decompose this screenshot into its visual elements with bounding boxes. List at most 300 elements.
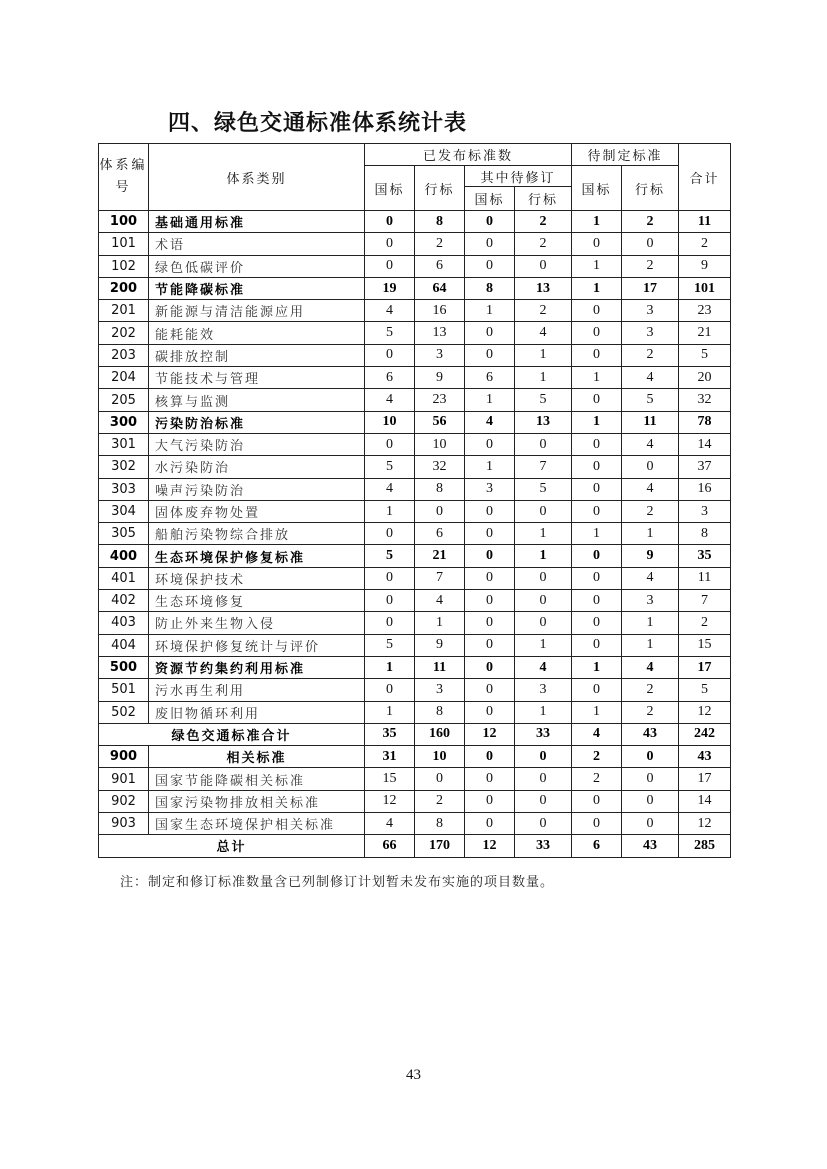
- row-name: 国家污染物排放相关标准: [149, 790, 365, 812]
- row-value: 0: [515, 612, 572, 634]
- row-name: 大气污染防治: [149, 433, 365, 455]
- row-value: 5: [679, 679, 731, 701]
- row-value: 0: [465, 233, 515, 255]
- table-row: [99, 634, 731, 656]
- row-value: 12: [679, 813, 731, 835]
- row-value: 0: [622, 768, 679, 790]
- row-value: 1: [365, 500, 415, 522]
- row-value: 0: [622, 746, 679, 768]
- row-code: 303: [99, 478, 149, 500]
- table-row: [99, 656, 731, 678]
- row-value: 0: [465, 567, 515, 589]
- row-value: 1: [572, 277, 622, 299]
- row-value: 5: [515, 478, 572, 500]
- row-value: 0: [465, 746, 515, 768]
- row-value: 0: [465, 612, 515, 634]
- row-value: 17: [679, 656, 731, 678]
- row-value: 17: [679, 768, 731, 790]
- table-row: [99, 233, 731, 255]
- row-value: 1: [622, 612, 679, 634]
- row-value: 0: [572, 634, 622, 656]
- row-value: 0: [365, 344, 415, 366]
- row-value: 0: [515, 567, 572, 589]
- row-name: 相关标准: [149, 746, 365, 768]
- header-code: 体系编号: [99, 144, 149, 211]
- row-value: 0: [572, 679, 622, 701]
- header-category: 体系类别: [149, 144, 365, 211]
- row-value: 5: [679, 344, 731, 366]
- table-row: [99, 545, 731, 567]
- table-header: [99, 144, 731, 211]
- header-total: 合计: [679, 144, 731, 211]
- row-value: 4: [465, 411, 515, 433]
- table-row: [99, 500, 731, 522]
- row-name: 水污染防治: [149, 456, 365, 478]
- header-published-national: 国标: [365, 166, 415, 211]
- table-row: [99, 746, 731, 768]
- row-value: 16: [679, 478, 731, 500]
- row-value: 6: [365, 367, 415, 389]
- row-code: 402: [99, 590, 149, 612]
- row-name: 绿色交通标准合计: [99, 723, 365, 745]
- row-value: 35: [679, 545, 731, 567]
- row-value: 8: [415, 211, 465, 233]
- row-value: 14: [679, 790, 731, 812]
- row-value: 1: [572, 411, 622, 433]
- row-value: 9: [679, 255, 731, 277]
- row-value: 0: [465, 768, 515, 790]
- row-value: 12: [465, 835, 515, 857]
- row-code: 902: [99, 790, 149, 812]
- row-name: 环境保护技术: [149, 567, 365, 589]
- row-code: 500: [99, 656, 149, 678]
- row-code: 205: [99, 389, 149, 411]
- row-value: 1: [465, 300, 515, 322]
- row-value: 3: [622, 590, 679, 612]
- row-value: 1: [515, 634, 572, 656]
- table-row: [99, 679, 731, 701]
- page-title: 四、绿色交通标准体系统计表: [168, 111, 468, 136]
- row-code: 100: [99, 211, 149, 233]
- row-code: 302: [99, 456, 149, 478]
- row-value: 0: [515, 590, 572, 612]
- row-value: 4: [572, 723, 622, 745]
- row-code: 305: [99, 523, 149, 545]
- row-name: 新能源与清洁能源应用: [149, 300, 365, 322]
- row-value: 0: [465, 500, 515, 522]
- row-value: 0: [465, 701, 515, 723]
- row-value: 5: [365, 545, 415, 567]
- row-value: 1: [365, 656, 415, 678]
- row-value: 35: [365, 723, 415, 745]
- row-name: 船舶污染物综合排放: [149, 523, 365, 545]
- row-value: 0: [515, 255, 572, 277]
- row-code: 400: [99, 545, 149, 567]
- row-value: 1: [572, 656, 622, 678]
- row-value: 37: [679, 456, 731, 478]
- row-value: 1: [465, 389, 515, 411]
- table-row: [99, 523, 731, 545]
- row-value: 0: [465, 790, 515, 812]
- row-value: 0: [365, 567, 415, 589]
- row-value: 1: [572, 701, 622, 723]
- row-value: 0: [572, 567, 622, 589]
- row-value: 2: [622, 344, 679, 366]
- row-value: 3: [622, 322, 679, 344]
- row-value: 13: [415, 322, 465, 344]
- row-value: 2: [622, 255, 679, 277]
- row-name: 噪声污染防治: [149, 478, 365, 500]
- row-code: 101: [99, 233, 149, 255]
- row-value: 4: [515, 322, 572, 344]
- row-value: 5: [365, 322, 415, 344]
- row-value: 11: [679, 211, 731, 233]
- row-name: 绿色低碳评价: [149, 255, 365, 277]
- row-value: 1: [515, 523, 572, 545]
- row-value: 0: [465, 590, 515, 612]
- row-name: 节能技术与管理: [149, 367, 365, 389]
- row-value: 1: [515, 344, 572, 366]
- table-row: [99, 344, 731, 366]
- row-value: 9: [622, 545, 679, 567]
- row-value: 0: [572, 612, 622, 634]
- row-value: 0: [572, 233, 622, 255]
- row-value: 43: [622, 723, 679, 745]
- row-value: 0: [365, 211, 415, 233]
- row-value: 33: [515, 835, 572, 857]
- header-published-industry: 行标: [415, 166, 465, 211]
- row-value: 0: [365, 590, 415, 612]
- row-value: 2: [679, 612, 731, 634]
- row-value: 1: [572, 523, 622, 545]
- row-value: 0: [622, 233, 679, 255]
- row-value: 0: [515, 768, 572, 790]
- row-value: 0: [465, 679, 515, 701]
- row-value: 0: [515, 433, 572, 455]
- row-value: 0: [572, 478, 622, 500]
- header-revision-industry: 行标: [515, 187, 572, 211]
- row-value: 4: [365, 478, 415, 500]
- row-value: 0: [572, 590, 622, 612]
- row-value: 13: [515, 411, 572, 433]
- table-row: [99, 367, 731, 389]
- row-value: 23: [415, 389, 465, 411]
- row-value: 0: [465, 322, 515, 344]
- row-value: 3: [622, 300, 679, 322]
- row-value: 56: [415, 411, 465, 433]
- row-code: 404: [99, 634, 149, 656]
- row-value: 0: [365, 233, 415, 255]
- row-value: 15: [679, 634, 731, 656]
- row-value: 242: [679, 723, 731, 745]
- row-name: 废旧物循环利用: [149, 701, 365, 723]
- table-row: [99, 300, 731, 322]
- row-value: 11: [622, 411, 679, 433]
- row-value: 0: [465, 344, 515, 366]
- row-value: 43: [679, 746, 731, 768]
- row-value: 6: [415, 255, 465, 277]
- row-value: 32: [679, 389, 731, 411]
- row-value: 78: [679, 411, 731, 433]
- header-to-be-made: 待制定标准: [572, 144, 679, 166]
- row-value: 0: [572, 456, 622, 478]
- row-value: 0: [465, 523, 515, 545]
- table-row: [99, 813, 731, 835]
- row-value: 5: [515, 389, 572, 411]
- row-value: 32: [415, 456, 465, 478]
- row-value: 4: [622, 478, 679, 500]
- row-value: 6: [415, 523, 465, 545]
- row-value: 17: [622, 277, 679, 299]
- row-value: 0: [572, 790, 622, 812]
- row-name: 固体废弃物处置: [149, 500, 365, 522]
- row-value: 6: [572, 835, 622, 857]
- footnote: 注：制定和修订标准数量含已列制修订计划暂未发布实施的项目数量。: [120, 875, 555, 890]
- row-value: 1: [622, 634, 679, 656]
- row-value: 2: [515, 300, 572, 322]
- row-value: 4: [365, 389, 415, 411]
- row-name: 国家节能降碳相关标准: [149, 768, 365, 790]
- header-tbm-national: 国标: [572, 166, 622, 211]
- table-row: [99, 255, 731, 277]
- row-value: 20: [679, 367, 731, 389]
- row-value: 8: [415, 813, 465, 835]
- row-value: 5: [365, 456, 415, 478]
- row-value: 0: [415, 500, 465, 522]
- row-value: 13: [515, 277, 572, 299]
- row-value: 2: [572, 746, 622, 768]
- row-value: 0: [622, 813, 679, 835]
- table-row: [99, 590, 731, 612]
- row-value: 8: [415, 478, 465, 500]
- row-value: 43: [622, 835, 679, 857]
- row-code: 202: [99, 322, 149, 344]
- row-value: 2: [415, 233, 465, 255]
- row-value: 3: [679, 500, 731, 522]
- row-code: 304: [99, 500, 149, 522]
- row-value: 0: [572, 389, 622, 411]
- row-code: 200: [99, 277, 149, 299]
- table-row: [99, 456, 731, 478]
- row-code: 201: [99, 300, 149, 322]
- row-value: 7: [515, 456, 572, 478]
- row-value: 0: [572, 300, 622, 322]
- row-value: 0: [365, 679, 415, 701]
- row-name: 碳排放控制: [149, 344, 365, 366]
- row-value: 0: [465, 211, 515, 233]
- row-value: 160: [415, 723, 465, 745]
- row-value: 2: [622, 679, 679, 701]
- row-value: 0: [465, 813, 515, 835]
- row-name: 核算与监测: [149, 389, 365, 411]
- table-row: [99, 433, 731, 455]
- row-value: 0: [515, 813, 572, 835]
- row-value: 3: [415, 679, 465, 701]
- table-row: [99, 322, 731, 344]
- row-value: 170: [415, 835, 465, 857]
- table-row: [99, 277, 731, 299]
- header-tbm-industry: 行标: [622, 166, 679, 211]
- table-row: [99, 790, 731, 812]
- row-value: 4: [365, 300, 415, 322]
- row-value: 4: [415, 590, 465, 612]
- row-value: 0: [515, 746, 572, 768]
- table-row: [99, 835, 731, 857]
- row-value: 3: [415, 344, 465, 366]
- row-value: 1: [515, 701, 572, 723]
- row-value: 11: [679, 567, 731, 589]
- row-value: 21: [415, 545, 465, 567]
- row-name: 国家生态环境保护相关标准: [149, 813, 365, 835]
- row-value: 1: [515, 367, 572, 389]
- row-value: 12: [465, 723, 515, 745]
- row-value: 64: [415, 277, 465, 299]
- row-value: 12: [679, 701, 731, 723]
- row-code: 501: [99, 679, 149, 701]
- standards-statistics-table: [98, 143, 731, 858]
- row-value: 0: [465, 545, 515, 567]
- row-value: 0: [365, 612, 415, 634]
- row-value: 10: [415, 433, 465, 455]
- row-value: 0: [515, 500, 572, 522]
- row-value: 5: [622, 389, 679, 411]
- row-value: 0: [365, 433, 415, 455]
- row-value: 15: [365, 768, 415, 790]
- row-value: 8: [679, 523, 731, 545]
- row-value: 3: [465, 478, 515, 500]
- row-value: 4: [622, 367, 679, 389]
- row-code: 301: [99, 433, 149, 455]
- table-row: [99, 211, 731, 233]
- row-value: 4: [365, 813, 415, 835]
- row-value: 14: [679, 433, 731, 455]
- row-value: 2: [572, 768, 622, 790]
- row-value: 1: [572, 367, 622, 389]
- table-row: [99, 389, 731, 411]
- row-value: 5: [365, 634, 415, 656]
- table-row: [99, 701, 731, 723]
- header-revision-national: 国标: [465, 187, 515, 211]
- row-value: 10: [365, 411, 415, 433]
- row-value: 66: [365, 835, 415, 857]
- row-name: 节能降碳标准: [149, 277, 365, 299]
- row-value: 7: [679, 590, 731, 612]
- table-row: [99, 612, 731, 634]
- row-value: 2: [622, 211, 679, 233]
- row-value: 3: [515, 679, 572, 701]
- row-code: 204: [99, 367, 149, 389]
- row-value: 2: [622, 701, 679, 723]
- row-code: 300: [99, 411, 149, 433]
- row-name: 防止外来生物入侵: [149, 612, 365, 634]
- row-name: 环境保护修复统计与评价: [149, 634, 365, 656]
- row-value: 1: [622, 523, 679, 545]
- row-value: 9: [415, 367, 465, 389]
- row-value: 9: [415, 634, 465, 656]
- page-number: 43: [406, 1067, 421, 1083]
- table-body: [99, 211, 731, 858]
- row-value: 0: [572, 813, 622, 835]
- row-value: 0: [622, 790, 679, 812]
- row-value: 2: [515, 211, 572, 233]
- row-name: 基础通用标准: [149, 211, 365, 233]
- row-code: 203: [99, 344, 149, 366]
- row-value: 0: [465, 433, 515, 455]
- row-value: 0: [415, 768, 465, 790]
- row-code: 502: [99, 701, 149, 723]
- row-value: 0: [465, 255, 515, 277]
- row-value: 2: [622, 500, 679, 522]
- row-value: 0: [515, 790, 572, 812]
- row-value: 0: [572, 344, 622, 366]
- row-name: 资源节约集约利用标准: [149, 656, 365, 678]
- row-value: 2: [515, 233, 572, 255]
- row-value: 0: [465, 634, 515, 656]
- row-code: 401: [99, 567, 149, 589]
- row-value: 10: [415, 746, 465, 768]
- row-code: 102: [99, 255, 149, 277]
- row-name: 能耗能效: [149, 322, 365, 344]
- row-value: 101: [679, 277, 731, 299]
- table-row: [99, 768, 731, 790]
- row-value: 1: [465, 456, 515, 478]
- row-name: 污水再生利用: [149, 679, 365, 701]
- row-value: 4: [622, 656, 679, 678]
- row-value: 2: [415, 790, 465, 812]
- row-value: 4: [622, 433, 679, 455]
- row-code: 901: [99, 768, 149, 790]
- row-value: 6: [465, 367, 515, 389]
- row-value: 0: [365, 255, 415, 277]
- row-value: 7: [415, 567, 465, 589]
- row-value: 12: [365, 790, 415, 812]
- row-code: 903: [99, 813, 149, 835]
- header-published: 已发布标准数: [365, 144, 572, 166]
- row-value: 33: [515, 723, 572, 745]
- row-value: 19: [365, 277, 415, 299]
- row-value: 1: [415, 612, 465, 634]
- row-value: 31: [365, 746, 415, 768]
- table-row: [99, 411, 731, 433]
- row-name: 总计: [99, 835, 365, 857]
- row-code: 900: [99, 746, 149, 768]
- row-value: 8: [465, 277, 515, 299]
- row-value: 1: [515, 545, 572, 567]
- table-row: [99, 567, 731, 589]
- row-value: 8: [415, 701, 465, 723]
- row-name: 生态环境保护修复标准: [149, 545, 365, 567]
- row-value: 0: [572, 433, 622, 455]
- row-value: 1: [365, 701, 415, 723]
- row-value: 23: [679, 300, 731, 322]
- row-value: 285: [679, 835, 731, 857]
- row-name: 污染防治标准: [149, 411, 365, 433]
- row-value: 11: [415, 656, 465, 678]
- row-value: 1: [572, 211, 622, 233]
- table-row: [99, 478, 731, 500]
- row-value: 0: [365, 523, 415, 545]
- row-name: 生态环境修复: [149, 590, 365, 612]
- row-value: 16: [415, 300, 465, 322]
- row-value: 0: [622, 456, 679, 478]
- row-value: 0: [572, 545, 622, 567]
- row-value: 21: [679, 322, 731, 344]
- row-name: 术语: [149, 233, 365, 255]
- row-value: 4: [622, 567, 679, 589]
- header-pending-revision: 其中待修订: [465, 166, 572, 187]
- row-code: 403: [99, 612, 149, 634]
- row-value: 0: [465, 656, 515, 678]
